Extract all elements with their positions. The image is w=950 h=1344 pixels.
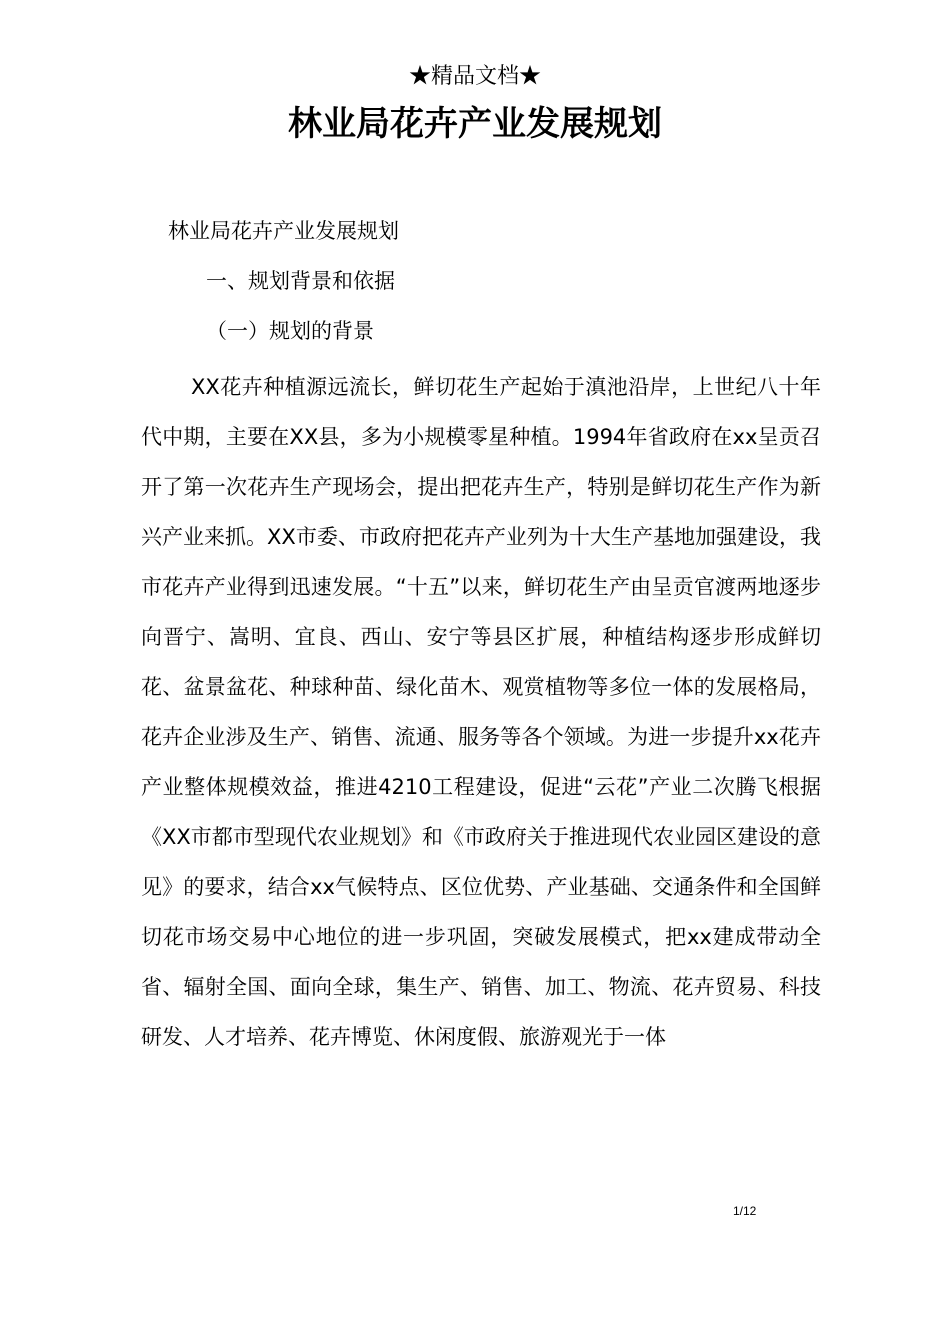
- page-number: 1/12: [733, 1204, 757, 1218]
- section-heading: 一、规划背景和依据: [206, 269, 395, 293]
- body-paragraph: XX花卉种植源远流长，鲜切花生产起始于滇池沿岸，上世纪八十年代中期，主要在XX县，多为小规模零星种植。1994年省政府在xx呈贡召开了第一次花卉生产现场会，提出把花卉生产，特别是鲜切花生产作为新兴产业来抓。XX市委、市政府把花卉产业列为十大生产基地加强建设，我市花卉产业得到迅速发展。“十五”以来，鲜切花生产由呈贡官渡两地逐步向晋宁、嵩明、宜良、西山、安宁等县区扩展，种植结构逐步形成鲜切花、盆景盆花、种球种苗、绿化苗木、观赏植物等多位一体的发展格局，花卉企业涉及生产、销售、流通、服务等各个领域。为进一步提升xx花卉产业整体规模效益，推进4210工程建设，促进“云花”产业二次腾飞根据《XX市都市型现代农业规划》和《市政府关于推进现代农业园区建设的意见》的要求，结合xx气候特点、区位优势、产业基础、交通条件和全国鲜切花市场交易中心地位的进一步巩固，突破发展模式，把xx建成带动全省、辐射全国、面向全球，集生产、销售、加工、物流、花卉贸易、科技研发、人才培养、花卉博览、休闲度假、旅游观光于一体: [141, 375, 821, 1049]
- document-subtitle: 林业局花卉产业发展规划: [168, 219, 399, 243]
- subsection-heading: （一）规划的背景: [206, 319, 374, 343]
- document-title: 林业局花卉产业发展规划: [288, 104, 662, 144]
- document-header: ★精品文档★: [408, 64, 541, 89]
